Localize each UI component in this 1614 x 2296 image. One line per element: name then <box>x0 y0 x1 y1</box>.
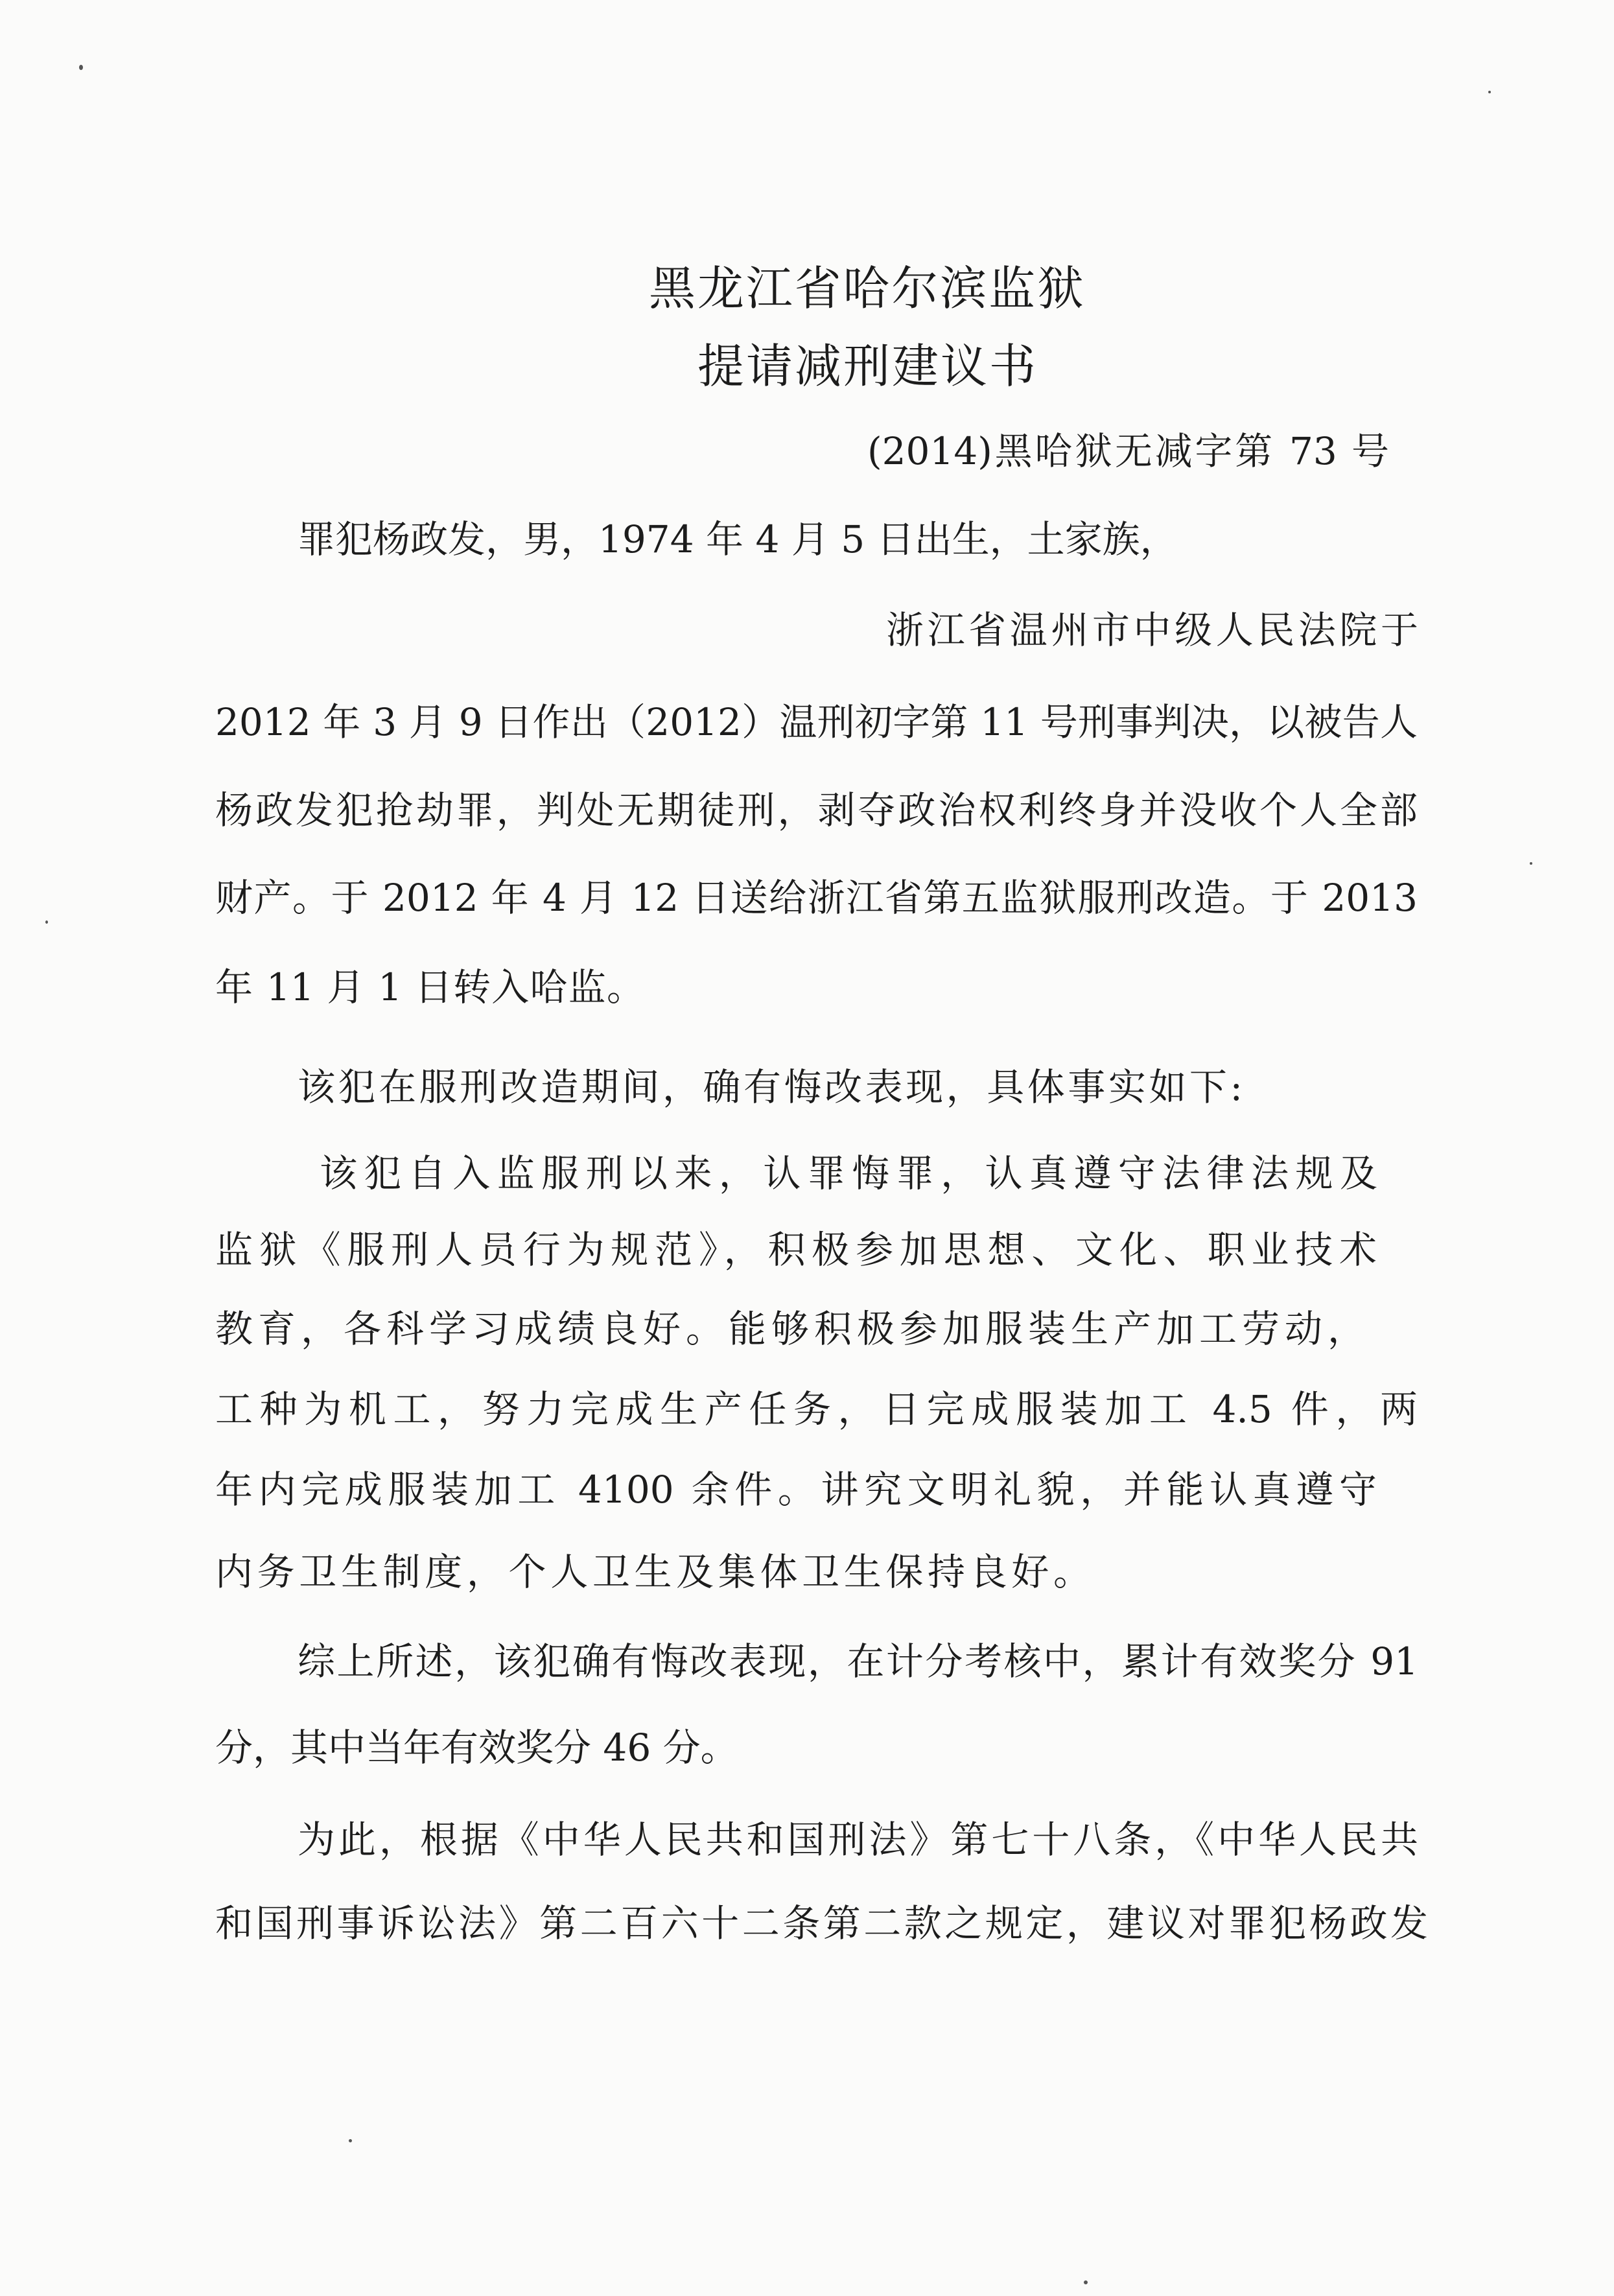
document-subtitle: 提请减刑建议书 <box>697 339 1036 393</box>
body-line: 该犯自入监服刑以来，认罪悔罪，认真遵守法律法规及 <box>320 1151 1377 1195</box>
body-line: 内务卫生制度，个人卫生及集体卫生保持良好。 <box>215 1550 1091 1594</box>
body-line: 监狱《服刑人员行为规范》，积极参加思想、文化、职业技术 <box>215 1228 1377 1272</box>
body-line: 杨政发犯抢劫罪，判处无期徒刑，剥夺政治权利终身并没收个人全部 <box>215 788 1418 832</box>
document-title: 黑龙江省哈尔滨监狱 <box>649 261 1084 316</box>
scan-speck <box>1530 862 1532 865</box>
body-line: 为此，根据《中华人民共和国刑法》第七十八条，《中华人民共 <box>298 1818 1418 1862</box>
body-line: 罪犯杨政发，男，1974 年 4 月 5 日出生，土家族， <box>298 517 1178 561</box>
body-line: 浙江省温州市中级人民法院于 <box>886 608 1418 652</box>
document-number: (2014)黑哈狱无减字第 73 号 <box>867 429 1389 473</box>
body-line: 工种为机工，努力完成生产任务，日完成服装加工 4.5 件，两 <box>215 1387 1418 1431</box>
scan-speck <box>79 65 83 70</box>
scan-speck <box>45 920 48 924</box>
body-line: 2012 年 3 月 9 日作出（2012）温刑初字第 11 号刑事判决，以被告人 <box>215 700 1418 744</box>
body-line: 教育，各科学习成绩良好。能够积极参加服装生产加工劳动， <box>215 1307 1365 1351</box>
scan-speck <box>1488 91 1491 93</box>
body-line: 和国刑事诉讼法》第二百六十二条第二款之规定，建议对罪犯杨政发 <box>215 1901 1428 1945</box>
scan-speck <box>349 2139 352 2142</box>
body-line: 年 11 月 1 日转入哈监。 <box>215 965 644 1009</box>
body-line: 年内完成服装加工 4100 余件。讲究文明礼貌，并能认真遵守 <box>215 1468 1377 1512</box>
body-line: 综上所述，该犯确有悔改表现，在计分考核中，累计有效奖分 91 <box>298 1639 1418 1683</box>
scan-speck <box>1084 2280 1088 2284</box>
body-line: 分，其中当年有效奖分 46 分。 <box>215 1726 738 1770</box>
body-line: 财产。于 2012 年 4 月 12 日送给浙江省第五监狱服刑改造。于 2013 <box>215 876 1418 920</box>
body-line: 该犯在服刑改造期间，确有悔改表现，具体事实如下: <box>298 1065 1243 1109</box>
